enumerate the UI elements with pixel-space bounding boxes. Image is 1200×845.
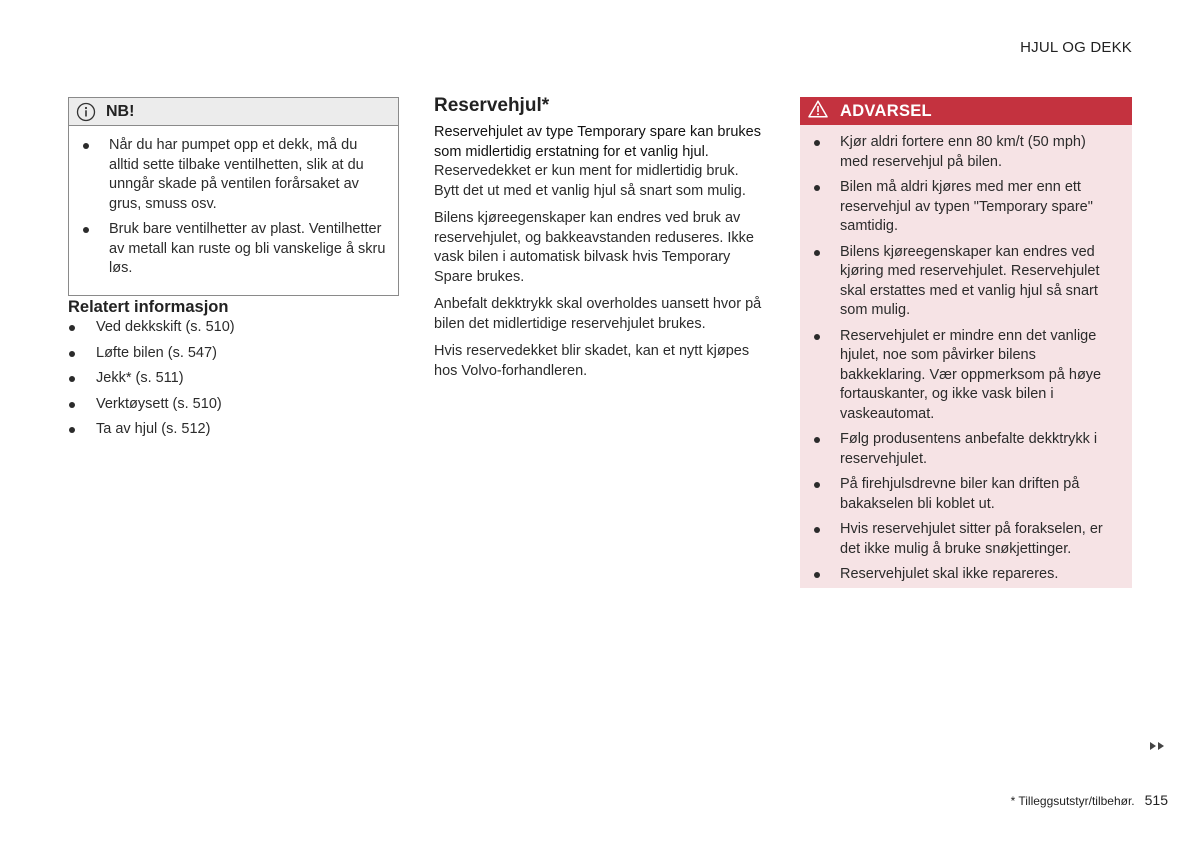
related-info xyxy=(68,298,398,446)
related-link[interactable]: Løfte bilen (s. 547) xyxy=(96,344,398,364)
list-item: Hvis reservehjulet sitter på forakselen, er det ikke mulig å bruke snøkjettinger. xyxy=(840,520,1118,559)
related-link[interactable]: Ta av hjul (s. 512) xyxy=(96,420,398,440)
warning-box xyxy=(800,97,1132,588)
warning-triangle-icon xyxy=(808,100,828,123)
nb-note-box xyxy=(68,97,399,296)
lead-paragraph: Reservehjulet av type Temporary spare kan brukes som midlertidig erstatning for et vanlig hjul. xyxy=(434,124,761,160)
related-title: Relatert informasjon xyxy=(68,298,229,316)
main-content xyxy=(434,95,764,389)
related-link[interactable]: Jekk* (s. 511) xyxy=(96,369,398,389)
list-item: Når du har pumpet opp et dekk, må du alltid sette tilbake ventilhetten, slik at du unngår skade på ventilen forårsaket av grus, smuss osv. xyxy=(109,136,386,214)
related-link[interactable]: Verktøysett (s. 510) xyxy=(96,395,398,415)
warning-header xyxy=(800,97,1132,125)
list-item: Reservehjulet er mindre enn det vanlige hjulet, noe som påvirker bilens bakkeklaring. Vær oppmerksom på høye fortauskanter, og ikke vask bilen i vaskeautomat. xyxy=(840,327,1118,425)
list-item: På firehjulsdrevne biler kan driften på bakakselen bli koblet ut. xyxy=(840,475,1118,514)
section-title: HJUL OG DEKK xyxy=(1020,39,1132,56)
nb-title: NB! xyxy=(106,102,135,120)
nb-header xyxy=(69,98,398,126)
page-footer xyxy=(1011,792,1168,808)
list-item: Bruk bare ventilhetter av plast. Ventilhetter av metall kan ruste og bli vanskelige å skru løs. xyxy=(109,220,386,279)
list-item: Reservehjulet skal ikke repareres. xyxy=(840,565,1118,585)
paragraph: Hvis reservedekket blir skadet, kan et nytt kjøpes hos Volvo-forhandleren. xyxy=(434,343,750,379)
related-list xyxy=(68,318,398,440)
footnote: * Tilleggsutstyr/tilbehør. xyxy=(1010,794,1135,808)
list-item: Bilen må aldri kjøres med mer enn ett reservehjul av typen "Temporary spare" samtidig. xyxy=(840,178,1118,237)
page-title: Reservehjul* xyxy=(434,95,550,116)
related-link[interactable]: Ved dekkskift (s. 510) xyxy=(96,318,398,338)
warning-list xyxy=(800,125,1132,585)
nb-list xyxy=(69,126,398,279)
paragraph: Anbefalt dekktrykk skal overholdes uansett hvor på bilen det midlertidige reservehjulet brukes. xyxy=(434,296,762,332)
list-item: Kjør aldri fortere enn 80 km/t (50 mph) med reservehjul på bilen. xyxy=(840,133,1118,172)
list-item: Følg produsentens anbefalte dekktrykk i reservehjulet. xyxy=(840,430,1118,469)
info-icon xyxy=(76,102,96,122)
paragraph: Bilens kjøreegenskaper kan endres ved bruk av reservehjulet, og bakkeavstanden reduseres. Ikke vask bilen i automatisk bilvask hvis Temporary Spare brukes. xyxy=(434,210,754,285)
double-arrow-right-icon xyxy=(1149,738,1166,756)
list-item: Bilens kjøreegenskaper kan endres ved kjøring med reservehjulet. Reservehjulet skal erstattes med et vanlig hjul så snart som mulig. xyxy=(840,243,1118,321)
page-number: 515 xyxy=(1144,792,1168,808)
paragraph: Reservedekket er kun ment for midlertidig bruk. Bytt det ut med et vanlig hjul så snart som mulig. xyxy=(434,163,746,199)
warning-title: ADVARSEL xyxy=(840,101,932,120)
